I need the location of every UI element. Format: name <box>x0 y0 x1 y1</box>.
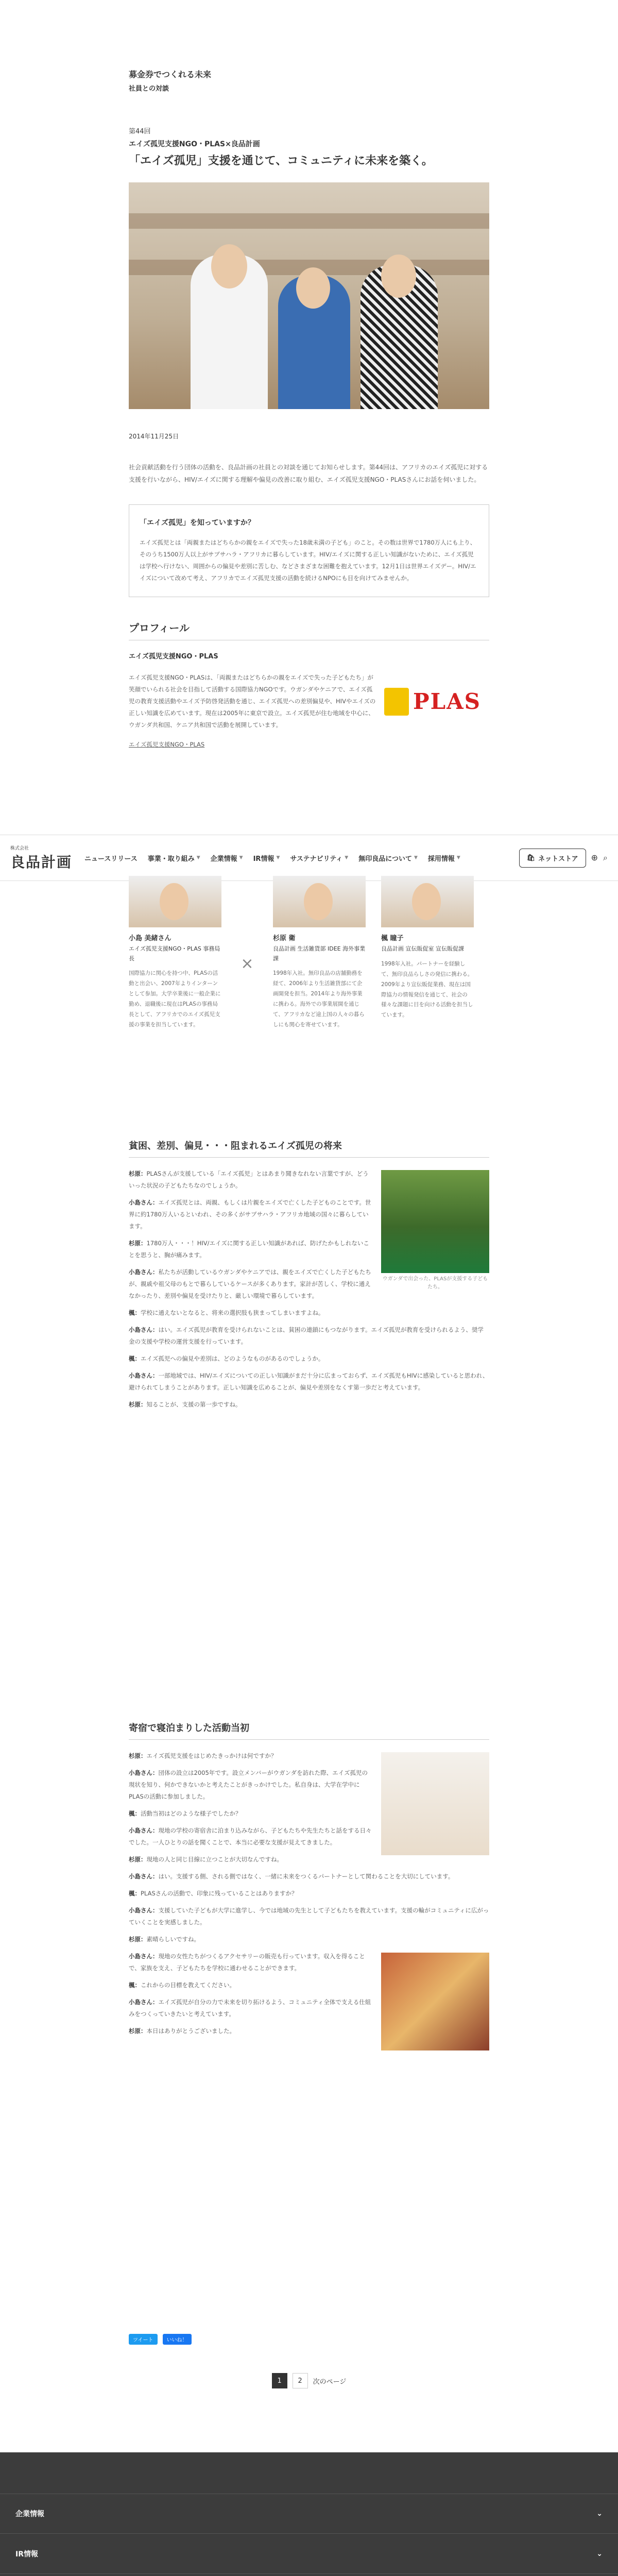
nav-item[interactable]: 事業・取り組み ▼ <box>147 855 200 863</box>
chevron-down-icon: ▼ <box>276 855 280 860</box>
share-buttons <box>129 2334 192 2345</box>
profile-row <box>129 672 489 731</box>
netstore-button[interactable]: 🛍 ネットストア <box>519 849 586 868</box>
section-2 <box>129 1721 489 2056</box>
conv-line: 杉原：知ることが、支援の第一歩ですね。 <box>129 1401 242 1408</box>
cast-role: エイズ孤児支援NGO・PLAS 事務局長 <box>129 945 220 962</box>
chevron-down-icon: ⌄ <box>596 2510 603 2518</box>
bracelet-photo <box>381 1953 489 2050</box>
conv-line: 小島さん：支援していた子どもが大学に進学し、今では地域の先生として子どもたちを教えています。支援の輪がコミュニティに広がっていくことを実感しました。 <box>129 1907 489 1926</box>
article-top <box>129 0 489 749</box>
conv-line: 小島さん：はい。エイズ孤児が教育を受けられないことは、貧困の連鎖にもつながります。エイズ孤児が教育を受けられるよう、奨学金の支援や学校の運営支援を行っています。 <box>129 1326 484 1345</box>
bag-icon: 🛍 <box>526 854 536 862</box>
nav-item[interactable]: 無印良品について ▼ <box>358 855 418 863</box>
chevron-down-icon: ▼ <box>345 855 349 860</box>
cast-desc: 1998年入社。パートナーを経験して、無印良品らしさの発信に携わる。2009年より宣伝販促業務、現在は国際協力の情報発信を通じて、社会の様々な課題に目を向ける活動を担当しています。 <box>381 960 473 1019</box>
chevron-down-icon: ▼ <box>196 855 200 860</box>
cast-photo <box>273 876 366 927</box>
main-nav <box>84 853 519 863</box>
profile-org: エイズ孤児支援NGO・PLAS <box>129 653 218 660</box>
info-box-title: 「エイズ孤児」を知っていますか？ <box>140 519 255 527</box>
info-box-body: エイズ孤児とは「両親またはどちらかの親をエイズで失った18歳未満の子ども」のこと。その数は世界で1780万人にも上り、そのうち1500万人以上がサブサハラ・アフリカに暮らしています。HIV/エイズに関する正しい知識がないために、エイズ孤児は学校へ行けない、周囲からの偏見や差別に苦しむ、などさまざまな困難を抱えています。12月1日は世界エイズデー。HIV/エイズについて改めて考え、アフリカでエイズ孤児支援の活動を続けるNPOにも目を向けてみませんか。 <box>140 539 476 582</box>
children-photo <box>381 1170 489 1292</box>
nav-item[interactable]: 採用情報 ▼ <box>427 855 460 863</box>
language-icon[interactable]: ⊕ <box>591 853 598 862</box>
photo-caption: ウガンダで出会った、PLASが支援する子どもたち。 <box>382 1276 488 1290</box>
cast-name: 杉原 衛 <box>273 935 296 942</box>
cast-name: 楓 瞳子 <box>381 935 404 942</box>
conv-line: 杉原：本日はありがとうございました。 <box>129 2027 235 2035</box>
profile-text: エイズ孤児支援NGO・PLASは、「両親またはどちらかの親をエイズで失った子どもたち」が笑顔でいられる社会を目指して活動する国際協力NGOです。ウガンダやケニアで、エイズ孤児の教育支援活動やエイズ予防啓発活動を通じ、エイズ孤児への差別偏見や、HIVやエイズの正しい知識を広めています。現在は2005年に東京で設立。エイズ孤児が住む地域を中心に、ウガンダ共和国、ケニア共和国で活動を展開しています。 <box>129 674 376 728</box>
next-page-link[interactable]: 次のページ <box>313 2378 347 2386</box>
nav-item[interactable]: 企業情報 ▼ <box>210 855 243 863</box>
section-heading: 寄宿で寝泊まりした活動当初 <box>129 1721 489 1740</box>
series-title: 募金券でつくれる未来 <box>129 70 212 79</box>
issue-partner: エイズ孤児支援NGO・PLAS×良品計画 <box>129 140 260 148</box>
staff-photo <box>381 1752 489 1855</box>
hero-photo <box>129 182 489 409</box>
cast-role: 良品計画 宣伝販促室 宣伝販促課 <box>381 945 464 952</box>
conv-line: 小島さん：一部地域では、HIV/エイズについての正しい知識がまだ十分に広まっておらず、エイズ孤児もHIVに感染していると思われ、避けられてしまうことがあります。正しい知識を広めることが、偏見や差別をなくす第一歩だと考えています。 <box>129 1372 489 1391</box>
conv-line: 杉原：現地の人と同じ目線に立つことが大切なんですね。 <box>129 1856 283 1863</box>
conv-line: 杉原：1780万人・・・！HIV/エイズに関する正しい知識があれば、防げたかもしれないことを思うと、胸が痛みます。 <box>129 1240 369 1259</box>
conv-line: 小島さん：エイズ孤児が自分の力で未来を切り拓けるよう、コミュニティ全体で支える仕組みをつくっていきたいと考えています。 <box>129 1998 371 2018</box>
page-1-button[interactable]: 1 <box>272 2373 287 2388</box>
footer <box>0 2452 618 2576</box>
intro-text: 社会貢献活動を行う団体の活動を、良品計画の社員との対談を通じてお知らせします。第44回は、アフリカのエイズ孤児に対する支援を行いながら、HIV/エイズに関する理解や偏見の改善に取り組む、エイズ孤児支援NGO・PLASさんにお話を伺いました。 <box>129 464 488 483</box>
issue-number: 第44回 <box>129 128 151 135</box>
nav-item[interactable]: サステナビリティ ▼ <box>290 855 349 863</box>
conv-line: 小島さん：私たちが活動しているウガンダやケニアでは、親をエイズで亡くした子どもたちが、親戚や祖父母のもとで暮らしているケースが多くあります。家計が苦しく、学校に通えなかったり、差別や偏見を受けたりと、厳しい環境で暮らしています。 <box>129 1268 371 1299</box>
cast-photo <box>381 876 474 927</box>
conversation <box>129 1168 489 1411</box>
series-subtitle: 社員との対談 <box>129 85 169 93</box>
plas-logo-text: PLAS <box>413 689 482 714</box>
conv-line: 楓：これからの目標を教えてください。 <box>129 1981 235 1989</box>
cast-card <box>129 876 221 1030</box>
footer-accordion[interactable] <box>0 2574 618 2576</box>
cast-row <box>129 876 489 1030</box>
nav-item[interactable]: ニュースリリース <box>84 855 138 863</box>
cast-role: 良品計画 生活雑貨部 IDEE 海外事業課 <box>273 945 366 962</box>
publish-date: 2014年11月25日 <box>129 433 179 440</box>
conv-line: 小島さん：現地の学校の寄宿舎に泊まり込みながら、子どもたちや先生たちと話をする日々でした。一人ひとりの話を聞くことで、本当に必要な支援が見えてきました。 <box>129 1827 372 1846</box>
page-title: 「エイズ孤児」支援を通じて、コミュニティに未来を築く。 <box>129 155 433 167</box>
conv-line: 楓：PLASさんの活動で、印象に残っていることはありますか？ <box>129 1890 298 1897</box>
cast-photo <box>129 876 221 927</box>
chevron-down-icon: ⌄ <box>596 2549 603 2558</box>
conv-line: 杉原：素晴らしいですね。 <box>129 1936 200 1943</box>
conversation <box>129 1750 489 2037</box>
chevron-down-icon: ▼ <box>456 855 460 860</box>
section-1 <box>129 1139 489 1416</box>
footer-accordion[interactable]: 企業情報 ⌄ <box>0 2494 618 2534</box>
page-2-button[interactable]: 2 <box>293 2373 308 2388</box>
header-icons <box>591 853 608 863</box>
logo[interactable] <box>10 844 72 872</box>
conv-line: 小島さん：エイズ孤児とは、両親、もしくは片親をエイズで亡くした子どものことです。世界に約1780万人いるといわれ、その多くがサブサハラ・アフリカ地域の国々に暮らしています。 <box>129 1199 371 1230</box>
conv-line: 小島さん：はい。支援する側、される側ではなく、一緒に未来をつくるパートナーとして関わることを大切にしています。 <box>129 1873 454 1880</box>
nav-item[interactable]: IR情報 ▼ <box>253 855 280 863</box>
cast-card <box>273 876 366 1030</box>
info-box <box>129 504 489 597</box>
search-icon[interactable]: ⌕ <box>603 853 608 862</box>
conv-line: 小島さん：現地の女性たちがつくるアクセサリーの販売も行っています。収入を得ることで、家族を支え、子どもたちを学校に通わせることができます。 <box>129 1953 365 1972</box>
cross-icon: × <box>241 954 254 973</box>
conv-line: 小島さん：団体の設立は2005年です。設立メンバーがウガンダを訪れた際、エイズ孤児の現状を知り、何かできないかと考えたことがきっかけでした。私自身は、大学在学中にPLASの活動に参加しました。 <box>129 1769 368 1800</box>
pagination <box>0 2373 618 2388</box>
site-header <box>0 835 618 881</box>
cast-desc: 国際協力に関心を持つ中、PLASの活動と出会い、2007年よりインターンとして参加。大学卒業後に一般企業に勤め、退職後に現在はPLASの事務局長として、アフリカでのエイズ孤児支援の事業を担当しています。 <box>129 970 221 1028</box>
tweet-button[interactable]: ツイート <box>129 2334 158 2345</box>
logo-small: 株式会社 <box>10 845 29 851</box>
footer-accordion[interactable]: IR情報 ⌄ <box>0 2534 618 2574</box>
chevron-down-icon: ▼ <box>414 855 418 860</box>
plas-logo <box>376 672 489 731</box>
conv-line: 杉原：PLASさんが支援している「エイズ孤児」とはあまり聞きなれない言葉ですが、どういった状況の子どもたちなのでしょうか。 <box>129 1170 369 1189</box>
plas-link[interactable]: エイズ孤児支援NGO・PLAS <box>129 741 205 748</box>
like-button[interactable]: いいね！ <box>163 2334 192 2345</box>
cast-desc: 1998年入社。無印良品の店舗勤務を経て、2006年より生活雑貨部にて企画開発を担当。2014年より海外事業に携わる。海外での事業展開を通じて、アフリカなど途上国の人々の暮らしにも関心を寄せています。 <box>273 970 365 1028</box>
chevron-down-icon: ▼ <box>239 855 243 860</box>
profile-heading: プロフィール <box>129 620 489 640</box>
conv-line: 楓：学校に通えないとなると、将来の選択肢も狭まってしまいますよね。 <box>129 1309 324 1316</box>
conv-line: 楓：エイズ孤児への偏見や差別は、どのようなものがあるのでしょうか。 <box>129 1355 324 1362</box>
conv-line: 楓：活動当初はどのような様子でしたか？ <box>129 1810 242 1817</box>
section-heading: 貧困、差別、偏見・・・阻まれるエイズ孤児の将来 <box>129 1139 489 1158</box>
cast-name: 小島 美緒さん <box>129 935 171 942</box>
conv-line: 杉原：エイズ孤児支援をはじめたきっかけは何ですか？ <box>129 1752 277 1759</box>
logo-text: 良品計画 <box>10 853 73 871</box>
cast-card <box>381 876 474 1030</box>
